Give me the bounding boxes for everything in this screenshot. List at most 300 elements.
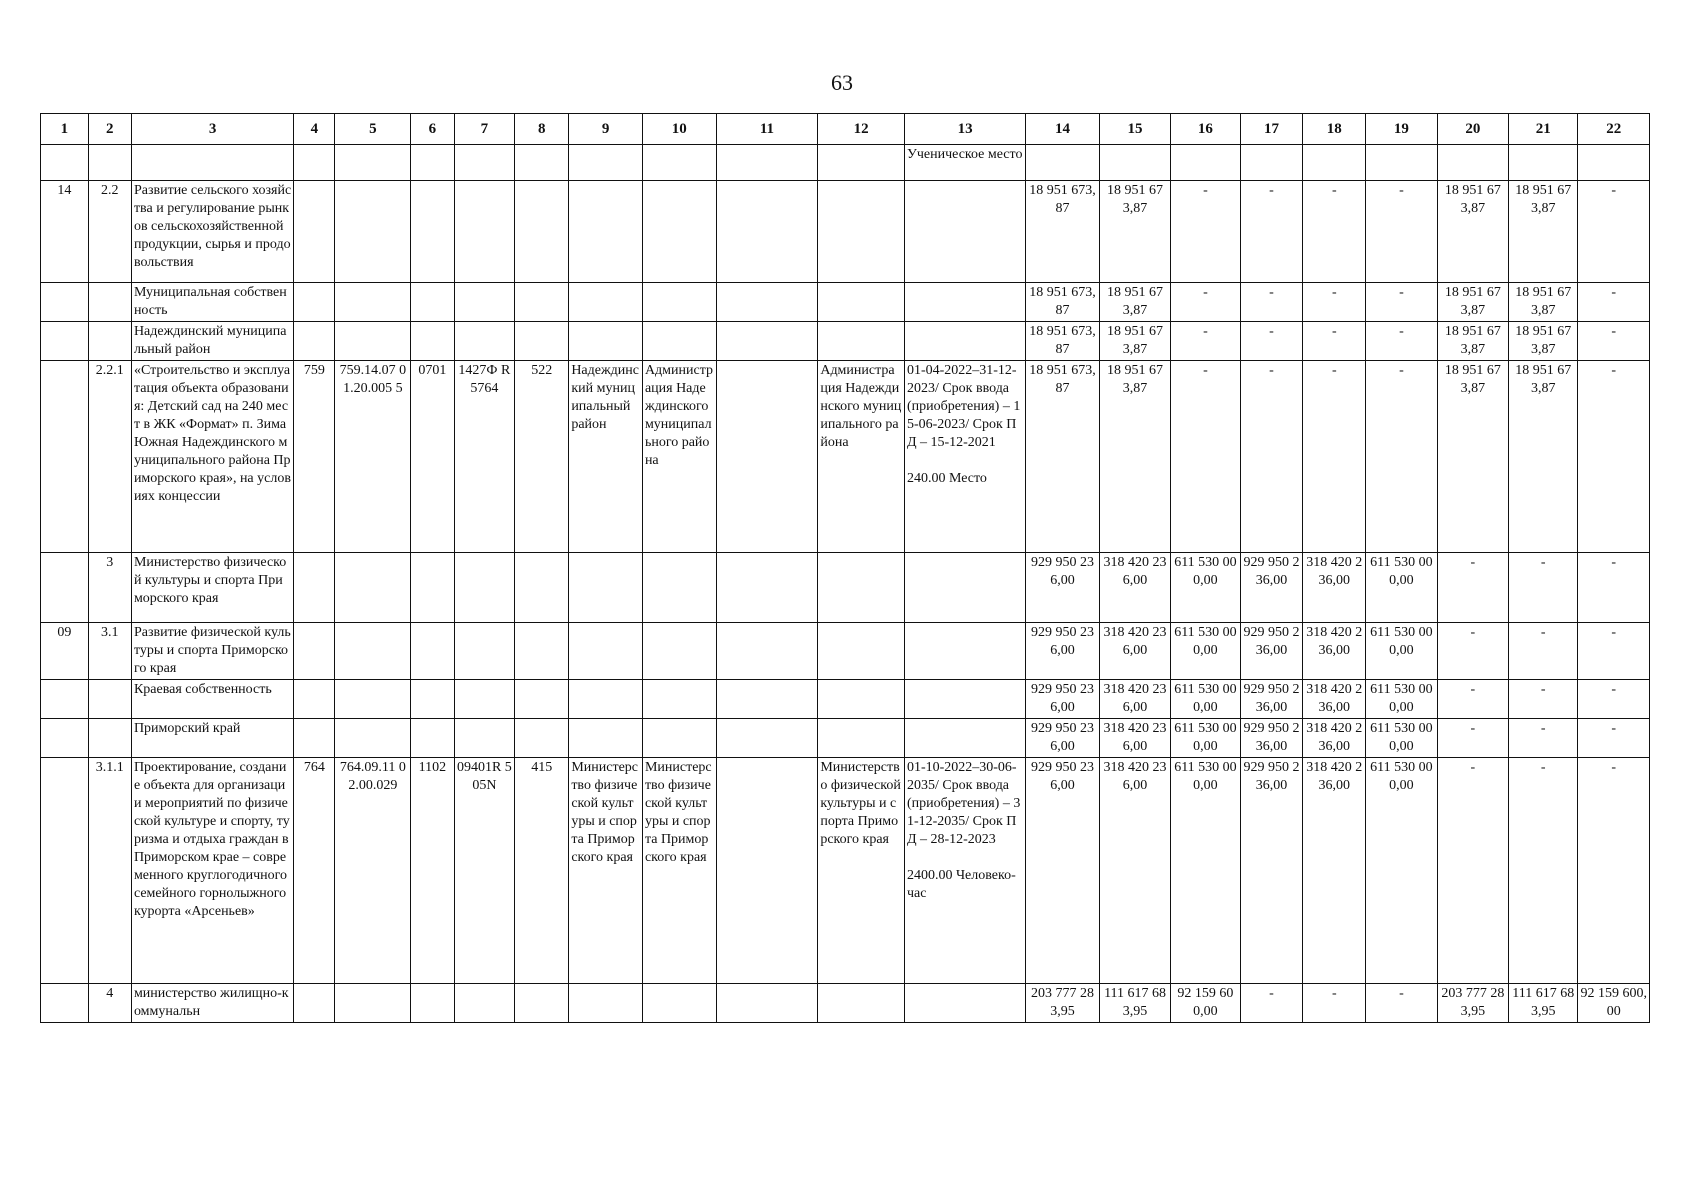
cell-text: 01-10-2022–30-06-2035/ Срок ввода (приобретения) – 31-12-2035/ Срок ПД – 28-12-2023: [906, 760, 1021, 847]
cell-text: Министерство физической культуры и спорта Приморского края: [571, 760, 638, 865]
cell-col-1: [41, 623, 89, 680]
cell-col-10: [642, 181, 716, 283]
cell-text: 929 950 236,00: [1031, 555, 1095, 588]
cell-col-2: [88, 145, 131, 181]
cell-col-19: [1366, 322, 1437, 361]
column-header-14: 14: [1026, 114, 1100, 145]
cell-col-17: [1240, 181, 1303, 283]
cell-col-7: [454, 984, 515, 1023]
cell-text: Надеждинский муниципальный район: [133, 324, 287, 357]
cell-col-19: [1366, 719, 1437, 758]
cell-col-10: [642, 719, 716, 758]
cell-text: Приморский край: [133, 721, 241, 736]
cell-col-5: [335, 623, 411, 680]
cell-text: 318 420 236,00: [1103, 682, 1167, 715]
cell-col-12: [818, 719, 905, 758]
cell-col-7: [454, 283, 515, 322]
cell-col-1: [41, 361, 89, 553]
cell-col-19: [1366, 984, 1437, 1023]
table-row: [41, 680, 1650, 719]
cell-text: 611 530 000,00: [1174, 682, 1237, 715]
cell-col-13: [904, 283, 1025, 322]
cell-text: 09: [57, 625, 72, 640]
cell-col-18: [1303, 181, 1366, 283]
page-number: 63: [831, 70, 853, 95]
cell-text: -: [1203, 285, 1208, 300]
cell-col-6: [411, 181, 454, 283]
cell-text: -: [1611, 760, 1617, 775]
cell-col-20: [1437, 361, 1508, 553]
cell-col-14: [1026, 322, 1100, 361]
cell-col-20: [1437, 553, 1508, 623]
cell-text: 18 951 673,87: [1515, 363, 1572, 396]
cell-text: Министерство физической культуры и спорта Приморского края: [820, 760, 901, 847]
cell-col-9: [569, 181, 643, 283]
cell-col-13: [904, 361, 1025, 553]
column-header-9: 9: [569, 114, 643, 145]
cell-col-4: [294, 680, 335, 719]
cell-text: 611 530 000,00: [1174, 625, 1237, 658]
cell-col-5: [335, 553, 411, 623]
column-header-22: 22: [1578, 114, 1650, 145]
column-header-17: 17: [1240, 114, 1303, 145]
column-header-20: 20: [1437, 114, 1508, 145]
cell-col-1: [41, 758, 89, 984]
cell-text: -: [1540, 760, 1546, 775]
cell-text: 01-04-2022–31-12-2023/ Срок ввода (приобретения) – 15-06-2023/ Срок ПД – 15-12-2021: [906, 363, 1021, 450]
cell-col-20: [1437, 322, 1508, 361]
cell-col-10: [642, 553, 716, 623]
cell-col-14: [1026, 623, 1100, 680]
cell-text: 318 420 236,00: [1103, 721, 1167, 754]
cell-col-2: [88, 181, 131, 283]
cell-col-1: [41, 145, 89, 181]
cell-text: -: [1399, 986, 1404, 1001]
cell-col-2: [88, 984, 131, 1023]
cell-text: -: [1470, 721, 1476, 736]
cell-text: -: [1331, 183, 1337, 198]
cell-text: 18 951 673,87: [1029, 324, 1096, 357]
cell-col-7: [454, 322, 515, 361]
cell-col-8: [515, 145, 569, 181]
cell-col-7: [454, 361, 515, 553]
cell-col-15: [1099, 553, 1170, 623]
cell-col-6: [411, 553, 454, 623]
cell-text: 18 951 673,87: [1029, 363, 1096, 396]
cell-col-2: [88, 553, 131, 623]
cell-text: 3.1.1: [95, 760, 124, 775]
cell-col-5: [335, 322, 411, 361]
cell-text: Министерство физической культуры и спорта Приморского края: [644, 760, 712, 865]
cell-text: 611 530 000,00: [1370, 682, 1433, 715]
cell-col-20: [1437, 680, 1508, 719]
cell-col-21: [1509, 758, 1578, 984]
cell-col-18: [1303, 680, 1366, 719]
cell-col-22: [1578, 361, 1650, 553]
cell-col-9: [569, 758, 643, 984]
cell-col-7: [454, 758, 515, 984]
cell-col-1: [41, 680, 89, 719]
cell-col-22: [1578, 758, 1650, 984]
cell-text: 415: [531, 760, 553, 775]
cell-col-6: [411, 361, 454, 553]
cell-col-4: [294, 322, 335, 361]
cell-col-4: [294, 758, 335, 984]
cell-col-22: [1578, 623, 1650, 680]
cell-col-4: [294, 553, 335, 623]
cell-col-4: [294, 719, 335, 758]
column-header-12: 12: [818, 114, 905, 145]
cell-text: 611 530 000,00: [1370, 760, 1433, 793]
cell-col-3: [131, 719, 293, 758]
cell-col-10: [642, 623, 716, 680]
cell-col-20: [1437, 758, 1508, 984]
cell-col-12: [818, 181, 905, 283]
cell-col-11: [716, 145, 818, 181]
table-row: [41, 283, 1650, 322]
cell-col-11: [716, 322, 818, 361]
cell-col-6: [411, 680, 454, 719]
cell-text: 929 950 236,00: [1243, 760, 1300, 793]
cell-col-21: [1509, 719, 1578, 758]
cell-col-13: [904, 181, 1025, 283]
cell-col-1: [41, 719, 89, 758]
cell-text: -: [1203, 363, 1208, 378]
cell-text: 318 420 236,00: [1306, 760, 1363, 793]
cell-text: -: [1269, 285, 1274, 300]
cell-text: -: [1611, 183, 1617, 198]
cell-col-13: [904, 322, 1025, 361]
cell-text: 759.14.07 01.20.005 5: [339, 363, 407, 396]
cell-text: 18 951 673,87: [1107, 324, 1164, 357]
cell-col-17: [1240, 758, 1303, 984]
column-header-10: 10: [642, 114, 716, 145]
cell-text: 18 951 673,87: [1029, 183, 1096, 216]
cell-col-14: [1026, 361, 1100, 553]
cell-text: 318 420 236,00: [1306, 625, 1363, 658]
cell-col-8: [515, 758, 569, 984]
cell-text: -: [1269, 363, 1274, 378]
cell-text: Администрация Надеждинского муниципального района: [644, 363, 714, 468]
cell-col-9: [569, 361, 643, 553]
cell-col-17: [1240, 553, 1303, 623]
cell-col-14: [1026, 719, 1100, 758]
cell-text: Министерство физической культуры и спорта Приморского края: [133, 555, 287, 606]
cell-col-11: [716, 361, 818, 553]
cell-col-11: [716, 623, 818, 680]
cell-col-17: [1240, 283, 1303, 322]
cell-col-15: [1099, 181, 1170, 283]
cell-col-21: [1509, 145, 1578, 181]
cell-col-16: [1171, 322, 1240, 361]
cell-col-9: [569, 553, 643, 623]
cell-col-5: [335, 758, 411, 984]
cell-text: 611 530 000,00: [1370, 555, 1433, 588]
cell-col-16: [1171, 680, 1240, 719]
cell-col-14: [1026, 984, 1100, 1023]
cell-col-5: [335, 283, 411, 322]
cell-text: 09401R 505N: [456, 760, 512, 793]
cell-col-3: [131, 145, 293, 181]
cell-col-11: [716, 758, 818, 984]
column-header-19: 19: [1366, 114, 1437, 145]
cell-col-12: [818, 322, 905, 361]
cell-text: 18 951 673,87: [1444, 285, 1501, 318]
cell-col-21: [1509, 984, 1578, 1023]
cell-col-18: [1303, 984, 1366, 1023]
cell-col-18: [1303, 758, 1366, 984]
cell-text: -: [1611, 555, 1617, 570]
cell-col-13: [904, 680, 1025, 719]
cell-col-8: [515, 984, 569, 1023]
cell-text: Надеждинский муниципальный район: [571, 363, 639, 432]
cell-text: 929 950 236,00: [1031, 721, 1095, 754]
cell-col-21: [1509, 680, 1578, 719]
cell-text: -: [1611, 285, 1617, 300]
cell-col-20: [1437, 145, 1508, 181]
cell-text: 522: [531, 363, 553, 378]
cell-col-2: [88, 361, 131, 553]
cell-col-19: [1366, 758, 1437, 984]
cell-text: 764.09.11 02.00.029: [339, 760, 406, 793]
column-header-7: 7: [454, 114, 515, 145]
cell-text: -: [1331, 324, 1337, 339]
cell-col-18: [1303, 719, 1366, 758]
cell-col-17: [1240, 322, 1303, 361]
cell-text: 611 530 000,00: [1174, 760, 1237, 793]
cell-col-19: [1366, 553, 1437, 623]
cell-col-18: [1303, 145, 1366, 181]
cell-col-8: [515, 283, 569, 322]
cell-col-18: [1303, 361, 1366, 553]
cell-col-13: [904, 553, 1025, 623]
cell-col-17: [1240, 361, 1303, 553]
cell-text: -: [1331, 986, 1337, 1001]
cell-col-6: [411, 145, 454, 181]
column-header-15: 15: [1099, 114, 1170, 145]
cell-col-19: [1366, 680, 1437, 719]
cell-col-15: [1099, 984, 1170, 1023]
cell-text: Ученическое место: [906, 147, 1023, 162]
cell-text: -: [1611, 721, 1617, 736]
cell-col-18: [1303, 283, 1366, 322]
cell-col-9: [569, 322, 643, 361]
cell-text: -: [1269, 324, 1274, 339]
cell-col-2: [88, 680, 131, 719]
cell-col-22: [1578, 680, 1650, 719]
cell-text: 318 420 236,00: [1103, 625, 1167, 658]
cell-text: -: [1611, 363, 1617, 378]
cell-col-17: [1240, 623, 1303, 680]
cell-col-13: [904, 758, 1025, 984]
cell-text: 318 420 236,00: [1103, 760, 1167, 793]
cell-unit-text: 2400.00 Человеко-час: [906, 868, 1016, 901]
cell-col-3: [131, 322, 293, 361]
cell-col-16: [1171, 145, 1240, 181]
cell-col-17: [1240, 145, 1303, 181]
cell-text: -: [1269, 986, 1274, 1001]
cell-text: 18 951 673,87: [1444, 324, 1501, 357]
cell-col-9: [569, 283, 643, 322]
cell-text: -: [1540, 555, 1546, 570]
cell-text: -: [1611, 682, 1617, 697]
cell-text: -: [1331, 285, 1337, 300]
cell-col-1: [41, 553, 89, 623]
cell-col-3: [131, 623, 293, 680]
cell-col-16: [1171, 361, 1240, 553]
cell-col-15: [1099, 719, 1170, 758]
cell-text: -: [1399, 285, 1404, 300]
cell-text: 3.1: [101, 625, 119, 640]
cell-col-14: [1026, 283, 1100, 322]
cell-col-14: [1026, 553, 1100, 623]
cell-col-12: [818, 758, 905, 984]
cell-col-5: [335, 145, 411, 181]
budget-table: [40, 113, 1650, 1023]
cell-col-16: [1171, 758, 1240, 984]
cell-col-14: [1026, 680, 1100, 719]
column-header-2: 2: [88, 114, 131, 145]
cell-col-21: [1509, 283, 1578, 322]
cell-col-6: [411, 758, 454, 984]
cell-text: 4: [106, 986, 114, 1001]
cell-text: 318 420 236,00: [1103, 555, 1167, 588]
cell-col-7: [454, 553, 515, 623]
cell-col-5: [335, 984, 411, 1023]
cell-col-22: [1578, 322, 1650, 361]
cell-col-16: [1171, 283, 1240, 322]
cell-col-8: [515, 361, 569, 553]
cell-col-18: [1303, 322, 1366, 361]
cell-col-8: [515, 680, 569, 719]
cell-col-13: [904, 145, 1025, 181]
cell-col-18: [1303, 553, 1366, 623]
cell-col-1: [41, 322, 89, 361]
cell-text: Развитие физической культуры и спорта Приморского края: [133, 625, 291, 676]
cell-text: 111 617 683,95: [1512, 986, 1575, 1019]
cell-col-20: [1437, 719, 1508, 758]
cell-col-1: [41, 283, 89, 322]
cell-col-14: [1026, 758, 1100, 984]
cell-col-13: [904, 984, 1025, 1023]
column-header-6: 6: [411, 114, 454, 145]
cell-col-3: [131, 181, 293, 283]
cell-text: -: [1470, 682, 1476, 697]
cell-col-9: [569, 623, 643, 680]
cell-col-5: [335, 680, 411, 719]
cell-text: 203 777 283,95: [1031, 986, 1095, 1019]
cell-col-10: [642, 283, 716, 322]
table-row: [41, 322, 1650, 361]
cell-text: -: [1470, 760, 1476, 775]
cell-text: 2.2.1: [95, 363, 124, 378]
cell-col-7: [454, 680, 515, 719]
cell-col-15: [1099, 680, 1170, 719]
cell-col-15: [1099, 145, 1170, 181]
cell-text: 929 950 236,00: [1031, 682, 1095, 715]
table-row: [41, 719, 1650, 758]
cell-col-14: [1026, 145, 1100, 181]
cell-col-5: [335, 719, 411, 758]
cell-col-21: [1509, 623, 1578, 680]
cell-col-10: [642, 361, 716, 553]
cell-text: 1102: [418, 760, 447, 775]
cell-col-6: [411, 283, 454, 322]
column-header-8: 8: [515, 114, 569, 145]
cell-col-21: [1509, 553, 1578, 623]
cell-col-1: [41, 984, 89, 1023]
cell-col-17: [1240, 984, 1303, 1023]
cell-text: 18 951 673,87: [1029, 285, 1096, 318]
cell-col-16: [1171, 553, 1240, 623]
cell-text: -: [1611, 625, 1617, 640]
cell-text: 1427Ф R5764: [458, 363, 511, 396]
cell-text: 18 951 673,87: [1444, 363, 1501, 396]
cell-col-6: [411, 322, 454, 361]
cell-col-11: [716, 719, 818, 758]
cell-text: 3: [106, 555, 114, 570]
cell-col-21: [1509, 361, 1578, 553]
cell-text: 18 951 673,87: [1107, 363, 1164, 396]
cell-col-7: [454, 145, 515, 181]
cell-col-10: [642, 984, 716, 1023]
cell-col-6: [411, 984, 454, 1023]
cell-col-2: [88, 283, 131, 322]
cell-col-4: [294, 181, 335, 283]
cell-col-7: [454, 181, 515, 283]
cell-col-10: [642, 322, 716, 361]
column-header-1: 1: [41, 114, 89, 145]
table-row: [41, 984, 1650, 1023]
cell-col-15: [1099, 322, 1170, 361]
column-number-header: [41, 114, 1650, 145]
cell-col-6: [411, 623, 454, 680]
cell-col-8: [515, 719, 569, 758]
cell-col-10: [642, 680, 716, 719]
cell-col-11: [716, 181, 818, 283]
table-row: [41, 361, 1650, 553]
cell-text: 18 951 673,87: [1444, 183, 1501, 216]
cell-text: 611 530 000,00: [1370, 625, 1433, 658]
cell-col-20: [1437, 623, 1508, 680]
cell-text: -: [1611, 324, 1617, 339]
cell-col-12: [818, 553, 905, 623]
cell-col-3: [131, 361, 293, 553]
cell-col-12: [818, 145, 905, 181]
cell-col-13: [904, 623, 1025, 680]
column-header-13: 13: [904, 114, 1025, 145]
cell-col-7: [454, 719, 515, 758]
cell-text: 611 530 000,00: [1370, 721, 1433, 754]
cell-col-12: [818, 984, 905, 1023]
cell-text: -: [1203, 183, 1208, 198]
cell-col-16: [1171, 719, 1240, 758]
cell-text: 611 530 000,00: [1174, 555, 1237, 588]
cell-col-13: [904, 719, 1025, 758]
cell-col-11: [716, 553, 818, 623]
cell-col-4: [294, 361, 335, 553]
column-header-3: 3: [131, 114, 293, 145]
cell-col-11: [716, 283, 818, 322]
cell-col-15: [1099, 361, 1170, 553]
column-header-16: 16: [1171, 114, 1240, 145]
cell-text: 929 950 236,00: [1243, 555, 1300, 588]
cell-text: 929 950 236,00: [1031, 760, 1095, 793]
cell-col-19: [1366, 623, 1437, 680]
cell-text: 14: [57, 183, 72, 198]
cell-text: 18 951 673,87: [1107, 285, 1164, 318]
cell-col-8: [515, 623, 569, 680]
